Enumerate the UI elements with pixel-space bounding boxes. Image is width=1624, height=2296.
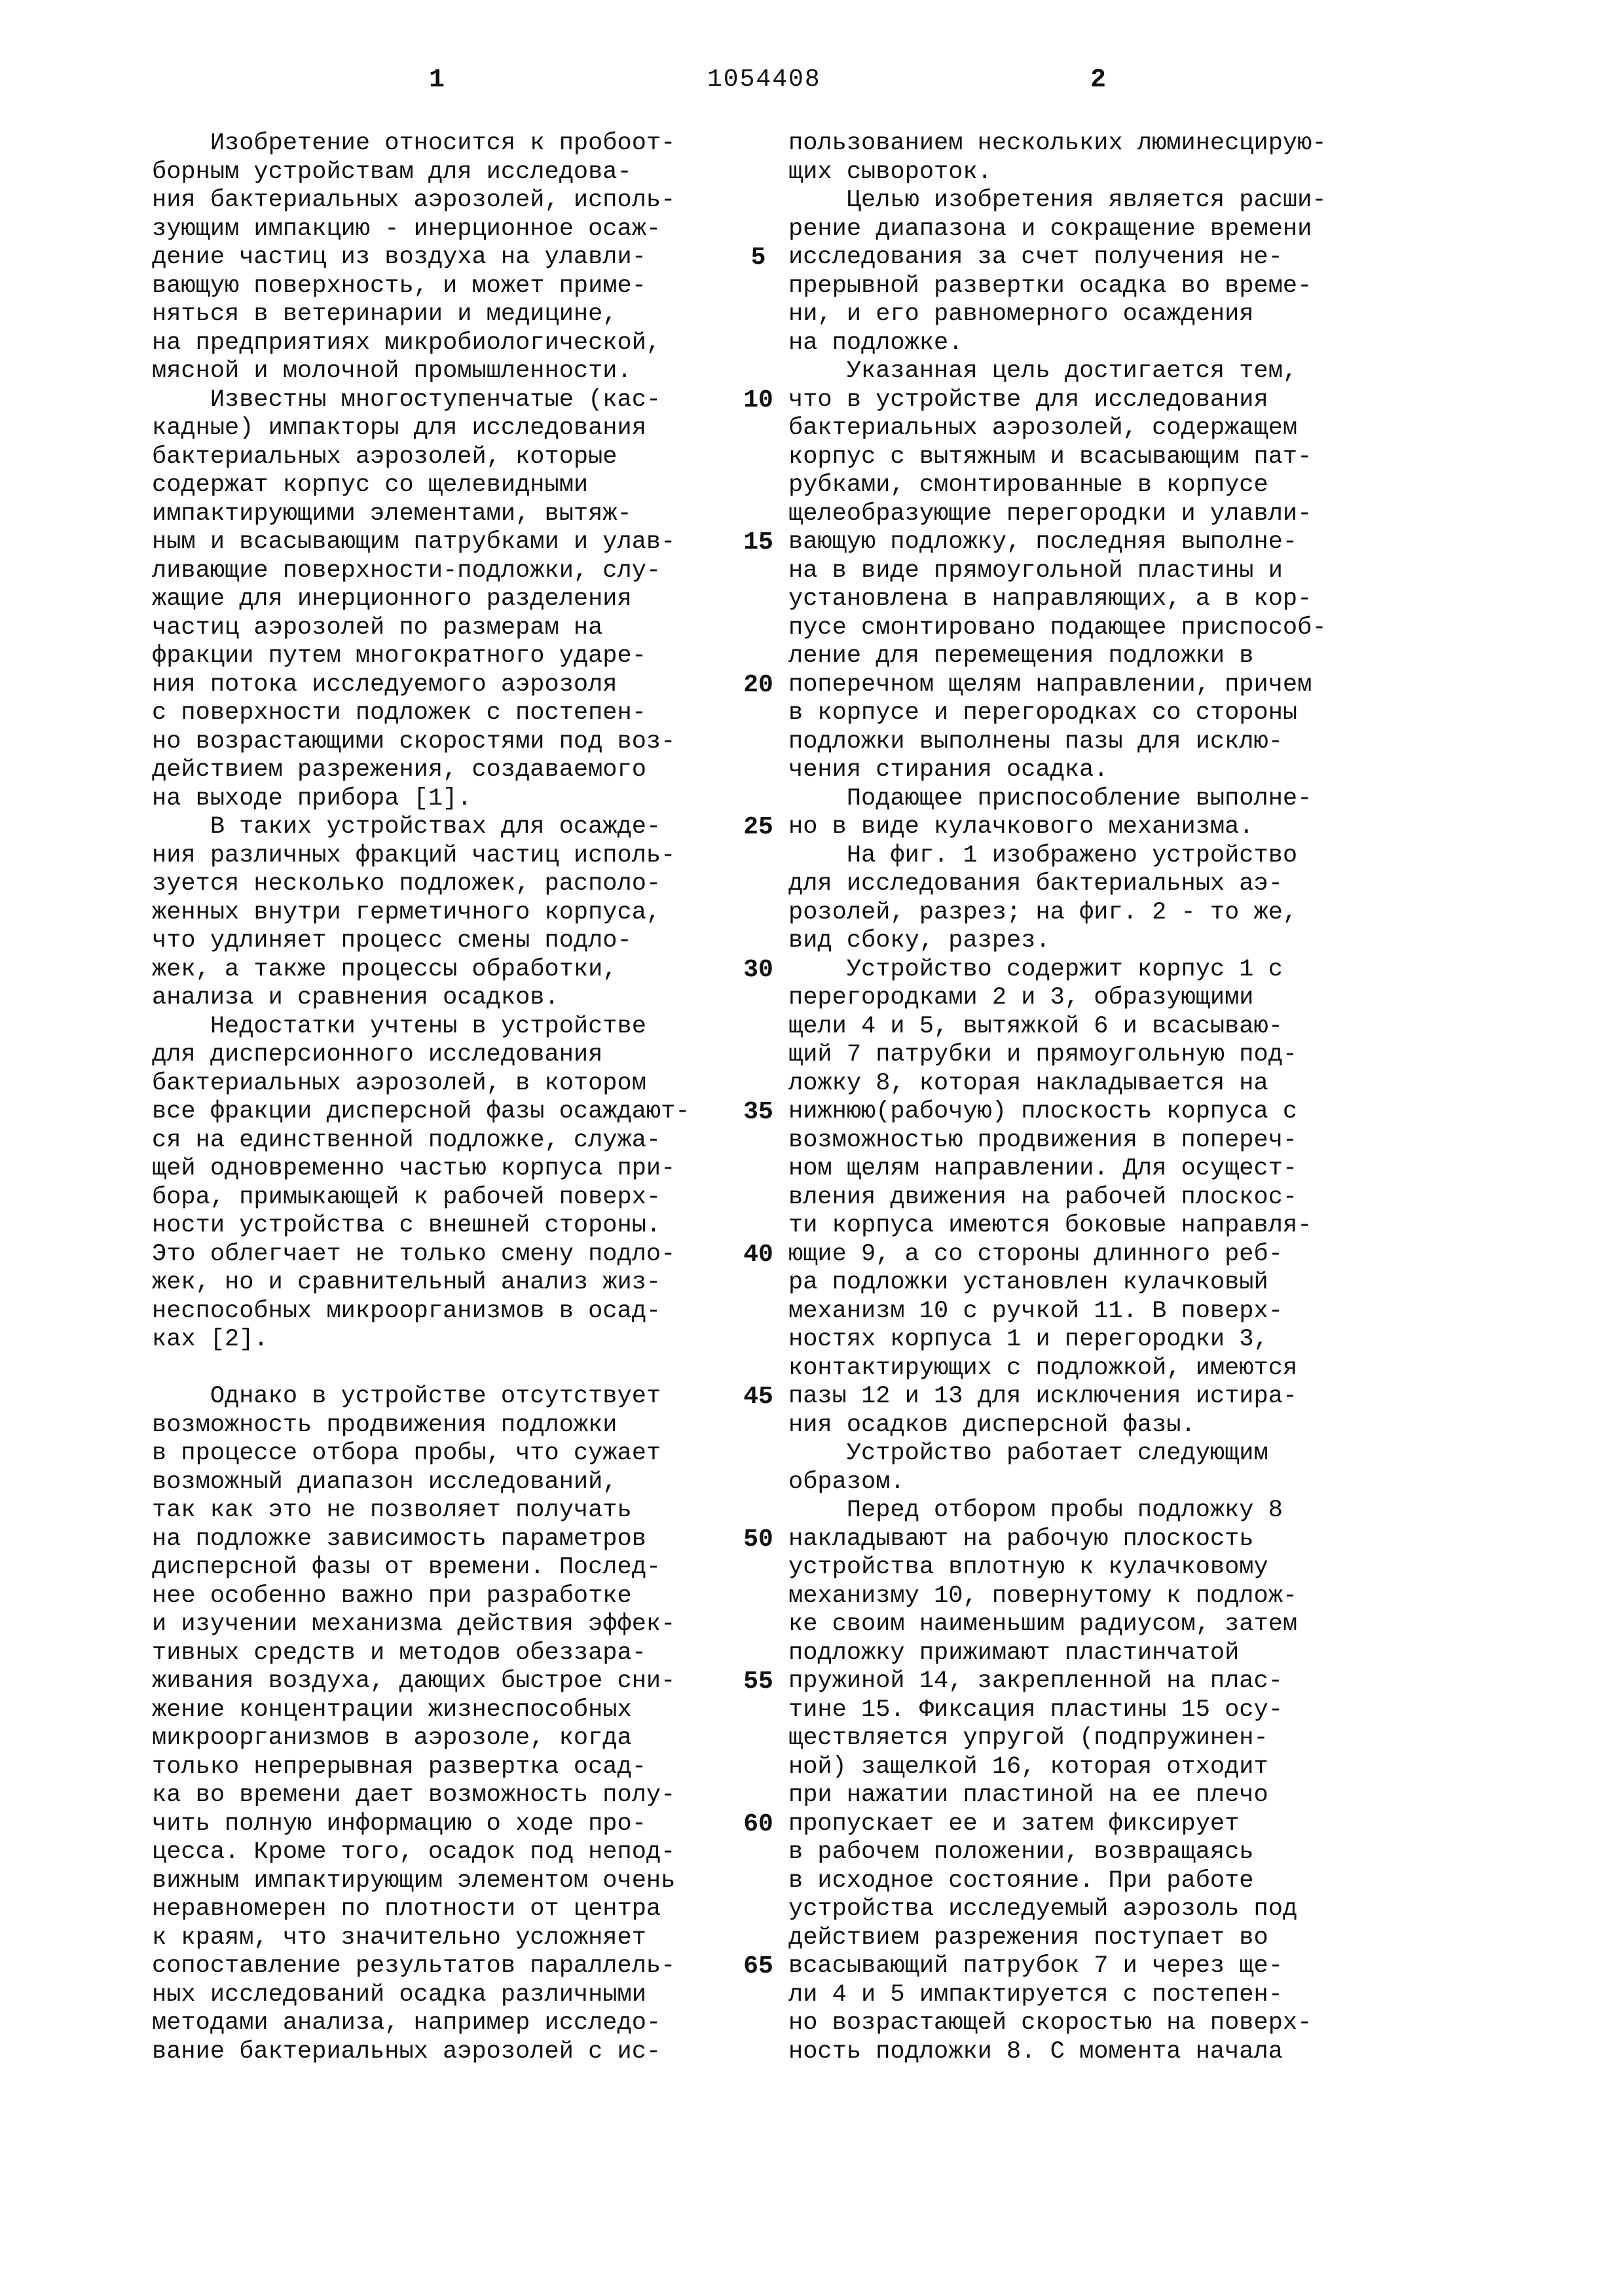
text-line: в исходное состояние. При работе xyxy=(788,1867,1254,1895)
text-line: бактериальных аэрозолей, которые xyxy=(152,443,618,471)
text-line: корпус с вытяжным и всасывающим пат- xyxy=(788,443,1312,471)
text-line: ке своим наименьшим радиусом, затем xyxy=(788,1611,1298,1638)
text-line: устройства исследуемый аэрозоль под xyxy=(788,1895,1298,1923)
text-line: Это облегчает не только смену подло- xyxy=(152,1240,676,1268)
text-line: ществляется упругой (подпружинен- xyxy=(788,1724,1268,1752)
text-line: микроорганизмов в аэрозоле, когда xyxy=(152,1724,632,1752)
text-line: борным устройствам для исследова- xyxy=(152,158,632,186)
line-number: 20 xyxy=(743,670,773,699)
text-line: импактирующими элементами, вытяж- xyxy=(152,500,632,528)
text-line: фракции путем многократного ударе- xyxy=(152,642,646,670)
text-line: на выходе прибора [1]. xyxy=(152,784,472,812)
text-line: мясной и молочной промышленности. xyxy=(152,357,632,385)
text-line: пазы 12 и 13 для исключения истира- xyxy=(788,1383,1298,1410)
text-line: няться в ветеринарии и медицине, xyxy=(152,301,618,328)
text-line: пусе смонтировано подающее приспособ- xyxy=(788,613,1327,642)
text-line: дисперсной фазы от времени. Послед- xyxy=(152,1554,661,1581)
text-line: цесса. Кроме того, осадок под непод- xyxy=(152,1838,676,1866)
text-line: ся на единственной подложке, служа- xyxy=(152,1126,661,1154)
text-line: рение диапазона и сокращение времени xyxy=(788,215,1312,243)
text-line: механизм 10 с ручкой 11. В поверх- xyxy=(788,1297,1283,1325)
text-line: действием разрежения поступает во xyxy=(788,1923,1268,1952)
text-line: исследования за счет получения не- xyxy=(788,244,1283,271)
text-line: перегородками 2 и 3, образующими xyxy=(788,984,1254,1011)
text-line: щей одновременно частью корпуса при- xyxy=(152,1155,676,1182)
text-line: и изучении механизма действия эффек- xyxy=(152,1611,676,1638)
line-number: 50 xyxy=(743,1525,773,1554)
text-line: для исследования бактериальных аэ- xyxy=(788,870,1283,898)
text-line: щих сывороток. xyxy=(788,158,992,186)
text-line: методами анализа, например исследо- xyxy=(152,2009,661,2037)
text-line: вание бактериальных аэрозолей с ис- xyxy=(152,2037,661,2066)
text-line: возможный диапазон исследований, xyxy=(152,1468,618,1496)
page-header xyxy=(0,65,1624,105)
page-number-left: 1 xyxy=(429,65,445,95)
text-line: На фиг. 1 изображено устройство xyxy=(788,841,1298,869)
text-line: подложки выполнены пазы для исклю- xyxy=(788,727,1283,756)
text-line: жащие для инерционного разделения xyxy=(152,585,632,613)
text-line: в рабочем положении, возвращаясь xyxy=(788,1838,1254,1866)
text-line: всасывающий патрубок 7 и через ще- xyxy=(788,1952,1283,1980)
text-line: вления движения на рабочей плоскос- xyxy=(788,1183,1298,1211)
text-line: анализа и сравнения осадков. xyxy=(152,984,559,1011)
text-line: с поверхности подложек с постепен- xyxy=(152,699,646,727)
text-line: Известны многоступенчатые (кас- xyxy=(152,386,661,414)
text-line: розолей, разрез; на фиг. 2 - то же, xyxy=(788,898,1298,926)
document-number: 1054408 xyxy=(707,65,821,94)
text-line: ли 4 и 5 импактируется с постепен- xyxy=(788,1980,1283,2009)
text-line: нее особенно важно при разработке xyxy=(152,1582,632,1610)
text-line: Однако в устройстве отсутствует xyxy=(152,1383,661,1410)
text-line: устройства вплотную к кулачковому xyxy=(788,1554,1268,1581)
text-line: Недостатки учтены в устройстве xyxy=(152,1012,646,1040)
right-text-column xyxy=(788,130,1417,2066)
line-number: 30 xyxy=(743,955,773,984)
text-line: ра подложки установлен кулачковый xyxy=(788,1269,1268,1296)
text-line: на подложке. xyxy=(788,329,963,357)
text-line: ти корпуса имеются боковые направля- xyxy=(788,1212,1312,1239)
text-line: на в виде прямоугольной пластины и xyxy=(788,556,1283,585)
text-line: ния потока исследуемого аэрозоля xyxy=(152,670,618,699)
text-line: ложку 8, которая накладывается на xyxy=(788,1069,1268,1097)
text-line: женных внутри герметичного корпуса, xyxy=(152,898,661,926)
text-line: но в виде кулачкового механизма. xyxy=(788,813,1254,841)
text-line xyxy=(152,1355,781,1383)
text-line: но возрастающими скоростями под воз- xyxy=(152,727,676,756)
text-line: ность подложки 8. С момента начала xyxy=(788,2037,1283,2066)
text-line: жек, а также процессы обработки, xyxy=(152,955,618,983)
text-line: бактериальных аэрозолей, содержащем xyxy=(788,414,1298,442)
text-line: пружиной 14, закрепленной на плас- xyxy=(788,1667,1283,1695)
text-line: неравномерен по плотности от центра xyxy=(152,1895,661,1923)
text-line: вид сбоку, разрез. xyxy=(788,927,1050,955)
text-line: что удлиняет процесс смены подло- xyxy=(152,927,632,955)
text-line: ном щелям направлении. Для осущест- xyxy=(788,1155,1298,1182)
text-line: механизму 10, повернутому к подлож- xyxy=(788,1582,1298,1610)
text-line: тивных средств и методов обеззара- xyxy=(152,1639,646,1667)
text-line: ющие 9, а со стороны длинного реб- xyxy=(788,1240,1283,1268)
text-line: тине 15. Фиксация пластины 15 осу- xyxy=(788,1696,1283,1724)
text-line: пользованием нескольких люминесцирую- xyxy=(788,130,1327,157)
text-line: чить полную информацию о ходе про- xyxy=(152,1810,646,1838)
text-line: зующим импакцию - инерционное осаж- xyxy=(152,215,661,243)
text-line: жение концентрации жизнеспособных xyxy=(152,1696,632,1724)
text-line: ни, и его равномерного осаждения xyxy=(788,301,1254,328)
text-line: только непрерывная развертка осад- xyxy=(152,1753,646,1781)
line-number: 15 xyxy=(743,528,773,556)
text-line: вижным импактирующим элементом очень xyxy=(152,1867,676,1895)
text-line: накладывают на рабочую плоскость xyxy=(788,1525,1254,1553)
text-line: ка во времени дает возможность полу- xyxy=(152,1781,676,1809)
line-number: 10 xyxy=(743,386,773,414)
text-line: вающую поверхность, и может приме- xyxy=(152,272,646,300)
text-line: щелеобразующие перегородки и улавли- xyxy=(788,500,1312,528)
text-line: частиц аэрозолей по размерам на xyxy=(152,613,603,642)
text-line: ния бактериальных аэрозолей, исполь- xyxy=(152,187,676,214)
line-number: 45 xyxy=(743,1383,773,1411)
text-line: образом. xyxy=(788,1468,905,1496)
text-line: Указанная цель достигается тем, xyxy=(788,357,1298,385)
text-line: нижнюю(рабочую) плоскость корпуса с xyxy=(788,1098,1298,1125)
text-line: так как это не позволяет получать xyxy=(152,1497,632,1524)
text-line: пропускает ее и затем фиксирует xyxy=(788,1810,1240,1838)
text-line: для дисперсионного исследования xyxy=(152,1041,603,1068)
text-line: поперечном щелям направлении, причем xyxy=(788,670,1312,699)
text-line: прерывной развертки осадка во време- xyxy=(788,272,1312,300)
line-number: 25 xyxy=(743,813,773,841)
text-line: Подающее приспособление выполне- xyxy=(788,784,1312,812)
text-line: действием разрежения, создаваемого xyxy=(152,756,646,784)
text-line: ной) защелкой 16, которая отходит xyxy=(788,1753,1268,1781)
line-number: 60 xyxy=(743,1810,773,1838)
text-line: чения стирания осадка. xyxy=(788,756,1109,784)
text-line: ливающие поверхности-подложки, слу- xyxy=(152,556,661,585)
text-line: установлена в направляющих, а в кор- xyxy=(788,585,1312,613)
text-line: при нажатии пластиной на ее плечо xyxy=(788,1781,1268,1809)
text-line: щий 7 патрубки и прямоугольную под- xyxy=(788,1041,1298,1068)
text-line: кадные) импакторы для исследования xyxy=(152,414,646,442)
line-number: 35 xyxy=(743,1098,773,1126)
text-line: на предприятиях микробиологической, xyxy=(152,329,661,357)
text-line: бактериальных аэрозолей, в котором xyxy=(152,1069,646,1097)
text-line: жек, но и сравнительный анализ жиз- xyxy=(152,1269,661,1296)
text-line: бора, примыкающей к рабочей поверх- xyxy=(152,1183,661,1211)
text-line: дение частиц из воздуха на улавли- xyxy=(152,244,646,271)
line-number: 65 xyxy=(743,1952,773,1980)
text-line: Целью изобретения является расши- xyxy=(788,187,1327,214)
text-line: вающую подложку, последняя выполне- xyxy=(788,528,1298,556)
text-line: возможностью продвижения в попереч- xyxy=(788,1126,1298,1154)
text-line: ных исследований осадка различными xyxy=(152,1980,646,2009)
text-line: содержат корпус со щелевидными xyxy=(152,471,589,499)
text-line: возможность продвижения подложки xyxy=(152,1411,618,1439)
text-line: контактирующих с подложкой, имеются xyxy=(788,1354,1298,1382)
text-line: что в устройстве для исследования xyxy=(788,386,1268,414)
text-line: сопоставление результатов параллель- xyxy=(152,1952,676,1980)
text-line: к краям, что значительно усложняет xyxy=(152,1923,646,1952)
text-line: в процессе отбора пробы, что сужает xyxy=(152,1440,661,1467)
text-line: но возрастающей скоростью на поверх- xyxy=(788,2009,1312,2037)
line-number: 55 xyxy=(743,1667,773,1696)
text-line: ным и всасывающим патрубками и улав- xyxy=(152,528,676,556)
text-line: ния осадков дисперсной фазы. xyxy=(788,1411,1196,1439)
text-line: щели 4 и 5, вытяжкой 6 и всасываю- xyxy=(788,1012,1283,1040)
text-line: Устройство работает следующим xyxy=(788,1440,1268,1467)
text-line: Изобретение относится к пробоот- xyxy=(152,130,676,157)
text-line: зуется несколько подложек, располо- xyxy=(152,870,661,898)
text-line: все фракции дисперсной фазы осаждают- xyxy=(152,1098,690,1125)
text-line: ление для перемещения подложки в xyxy=(788,642,1254,670)
text-line: ности устройства с внешней стороны. xyxy=(152,1212,661,1239)
text-line: Устройство содержит корпус 1 с xyxy=(788,955,1283,983)
text-line: подложку прижимают пластинчатой xyxy=(788,1639,1240,1667)
text-line: ках [2]. xyxy=(152,1326,268,1353)
line-number: 40 xyxy=(743,1240,773,1269)
page-number-right: 2 xyxy=(1090,65,1107,95)
text-line: живания воздуха, дающих быстрое сни- xyxy=(152,1667,676,1695)
text-line: рубками, смонтированные в корпусе xyxy=(788,471,1268,499)
left-text-column xyxy=(152,130,781,2066)
text-line: В таких устройствах для осажде- xyxy=(152,813,661,841)
text-line: ностях корпуса 1 и перегородки 3, xyxy=(788,1326,1268,1353)
text-line: на подложке зависимость параметров xyxy=(152,1525,646,1553)
text-line: в корпусе и перегородках со стороны xyxy=(788,699,1298,727)
text-line: неспособных микроорганизмов в осад- xyxy=(152,1297,661,1325)
text-line: Перед отбором пробы подложку 8 xyxy=(788,1497,1283,1524)
line-number: 5 xyxy=(750,244,766,272)
text-line: ния различных фракций частиц исполь- xyxy=(152,841,676,869)
